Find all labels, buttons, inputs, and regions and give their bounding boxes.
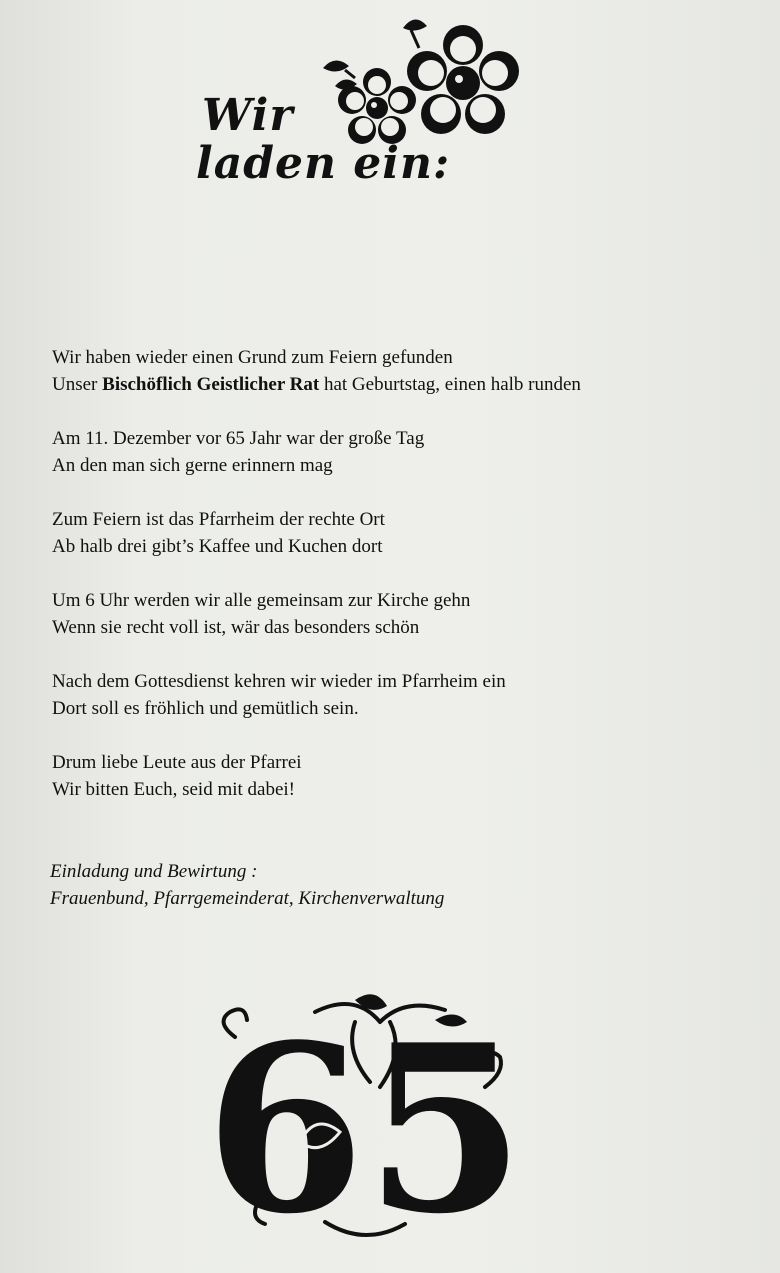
stanza-2 — [52, 425, 752, 479]
honoree-title: Bischöflich Geistlicher Rat — [102, 374, 320, 395]
stanza-5-line-2: Dort soll es fröhlich und gemütlich sein. — [52, 698, 359, 719]
stanza-1 — [52, 344, 752, 398]
credit-line-1: Einladung und Bewirtung : — [50, 861, 258, 882]
stanza-6 — [52, 749, 752, 803]
title-line-1: Wir — [202, 90, 294, 141]
stanza-6-line-2: Wir bitten Euch, seid mit dabei! — [52, 779, 296, 800]
title-line-2: laden ein: — [196, 138, 451, 189]
stanza-4-line-1: Um 6 Uhr werden wir alle gemeinsam zur Kirche gehn — [52, 590, 471, 611]
stanza-3-line-2: Ab halb drei gibt’s Kaffee und Kuchen dort — [52, 536, 383, 557]
stanza-1-line-2-end: hat Geburtstag, einen halb runden — [319, 374, 581, 395]
invitation-poem — [52, 344, 752, 830]
stanza-4 — [52, 587, 752, 641]
stanza-6-line-1: Drum liebe Leute aus der Pfarrei — [52, 752, 302, 773]
stanza-1-line-2 — [52, 371, 752, 398]
stanza-4-line-2: Wenn sie recht voll ist, wär das besonders schön — [52, 617, 420, 638]
credit-line-2: Frauenbund, Pfarrgemeinderat, Kirchenverwaltung — [50, 888, 445, 909]
ornamental-65-icon — [205, 992, 525, 1252]
stanza-5 — [52, 668, 752, 722]
stanza-1-line-2-start: Unser — [52, 374, 103, 395]
stanza-5-line-1: Nach dem Gottesdienst kehren wir wieder im Pfarrheim ein — [52, 671, 506, 692]
stanza-1-line-1: Wir haben wieder einen Grund zum Feiern gefunden — [52, 347, 453, 368]
stanza-3 — [52, 506, 752, 560]
emblem-number: 65 — [205, 995, 525, 1252]
stanza-3-line-1: Zum Feiern ist das Pfarrheim der rechte Ort — [52, 509, 385, 530]
stanza-2-line-1: Am 11. Dezember vor 65 Jahr war der große Tag — [52, 428, 425, 449]
organizers-credit — [50, 858, 750, 912]
stanza-2-line-2: An den man sich gerne erinnern mag — [52, 455, 333, 476]
page-title — [196, 92, 526, 188]
